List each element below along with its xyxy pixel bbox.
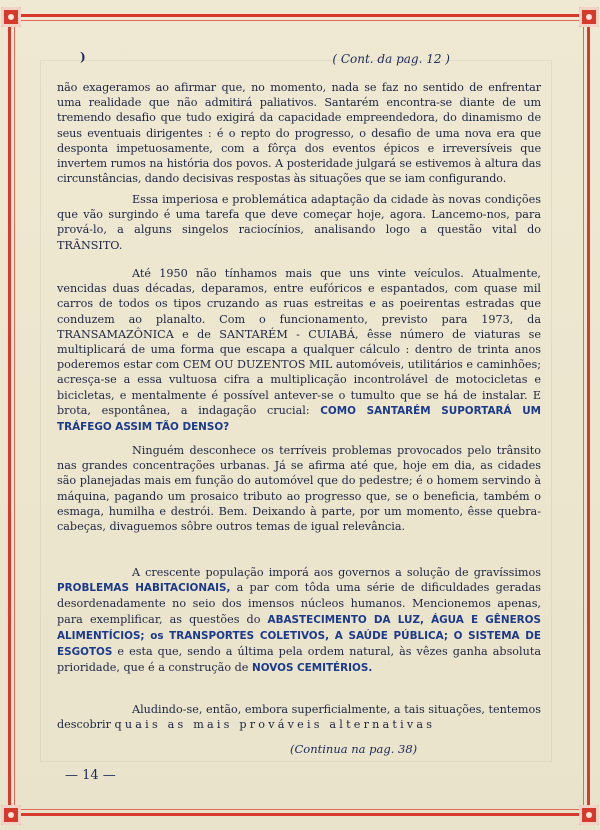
corner-ornament-icon bbox=[1, 7, 21, 27]
paragraph-5 bbox=[57, 565, 541, 676]
paragraph-2: Essa imperiosa e problemática adaptação da cidade às novas condições que vão surgindo é uma tarefa que deve começar hoje, agora. Lancemo-nos, para prová-lo, a alguns singelos raciocínios, analisando logo a questão vital do TRÂNSITO. bbox=[57, 193, 541, 252]
corner-ornament-icon bbox=[579, 805, 599, 825]
continued-from-text: ( Cont. da pag. 12 ) bbox=[332, 52, 450, 66]
paragraph-6-spaced-text: quais as mais prováveis alternativas bbox=[114, 718, 436, 732]
paragraph-3-text: Até 1950 não tínhamos mais que uns vinte veículos. Atualmente, vencidas duas décadas, deparamos, entre eufóricos e espantados, com quase mil carros de todos os tipos cruzando as ruas estreitas e as poeirentas estradas que conduzem ao planalto. Com o funcionamento, previsto para 1973, da TRANSAMAZÔNICA e de SANTARÉM - CUIABÁ, êsse número de viaturas se multiplicará de uma forma que escapa a qualquer cálculo : dentro de trinta anos poderemos estar com CEM OU DUZENTOS MIL automóveis, utilitários e caminhões; acresça-se a essa vultuosa cifra a multiplicação incontrolável de motocicletas e bicicletas, e mentalmente é possível antever-se o tumulto que se há de instalar. E brota, espontânea, a indagação crucial: bbox=[57, 267, 541, 417]
paragraph-4: Ninguém desconhece os terríveis problemas provocados pelo trânsito nas grandes concentrações urbanas. Já se afirma até que, hoje em dia, as cidades são planejadas mais em função do automóvel que do pedestre; é o homem servindo à máquina, pagando um prosaico tributo ao progresso que, se o beneficia, também o esmaga, humilha e destrói. Bem. Deixando à parte, por um momento, êsse quebra-cabeças, divaguemos sôbre outros temas de igual relevância. bbox=[57, 444, 541, 534]
paragraph-6 bbox=[57, 702, 541, 732]
paragraph-5-text-g: e esta que, sendo a última pela ordem natural, às vêzes ganha absoluta prioridade, que é a construção de bbox=[57, 645, 541, 675]
paragraph-6-text: Aludindo-se, então, embora superficialmente, a tais situações, tentemos descobrir bbox=[57, 703, 541, 732]
cemeteries-highlight: NOVOS CEMITÉRIOS. bbox=[252, 662, 373, 675]
header-mark: ) bbox=[80, 50, 86, 64]
paragraph-5-text-c: a par com tôda uma série de dificuldades geradas desordenadamente no seio dos imensos núcleos humanos. Mencionemos apenas, para exemplificar, as questões do bbox=[57, 581, 542, 626]
corner-ornament-icon bbox=[1, 805, 21, 825]
paragraph-1: não exageramos ao afirmar que, no momento, nada se faz no sentido de enfrentar uma realidade que não admitirá paliativos. Santarém encontra-se diante de um tremendo desafio que tudo exigirá da capacidade empreendedora, do dinamismo de seus eventuais dirigentes : é o repto do progresso, o desafio de uma nova era que desponta impetuosamente, com a fôrça dos eventos épicos e irreversíveis que invertem rumos na história dos povos. A posteridade julgará se estivemos à altura das circunstâncias, dando decisivas respostas às situações que se iam configurando. bbox=[57, 81, 541, 186]
traffic-question-highlight: COMO SANTARÉM SUPORTARÁ UM TRÁFEGO ASSIM TÃO DENSO? bbox=[57, 404, 542, 434]
os-highlight: os bbox=[150, 629, 164, 642]
transport-health-highlight: TRANSPORTES COLETIVOS, A SAÚDE PÚBLICA; O SISTEMA DE ESGOTOS bbox=[57, 629, 541, 659]
page-number: — 14 — bbox=[65, 768, 116, 783]
housing-highlight: PROBLEMAS HABITACIONAIS, bbox=[57, 582, 231, 595]
paragraph-3 bbox=[57, 266, 541, 435]
continued-on-footer: (Continua na pag. 38) bbox=[290, 742, 418, 756]
corner-ornament-icon bbox=[579, 7, 599, 27]
supply-highlight: ABASTECIMENTO DA LUZ, ÁGUA E GÊNEROS ALIMENTÍCIOS; bbox=[57, 613, 541, 642]
paragraph-5-text-a: A crescente população imporá aos governos a solução de gravíssimos bbox=[132, 566, 541, 579]
continued-from-header bbox=[80, 52, 450, 68]
